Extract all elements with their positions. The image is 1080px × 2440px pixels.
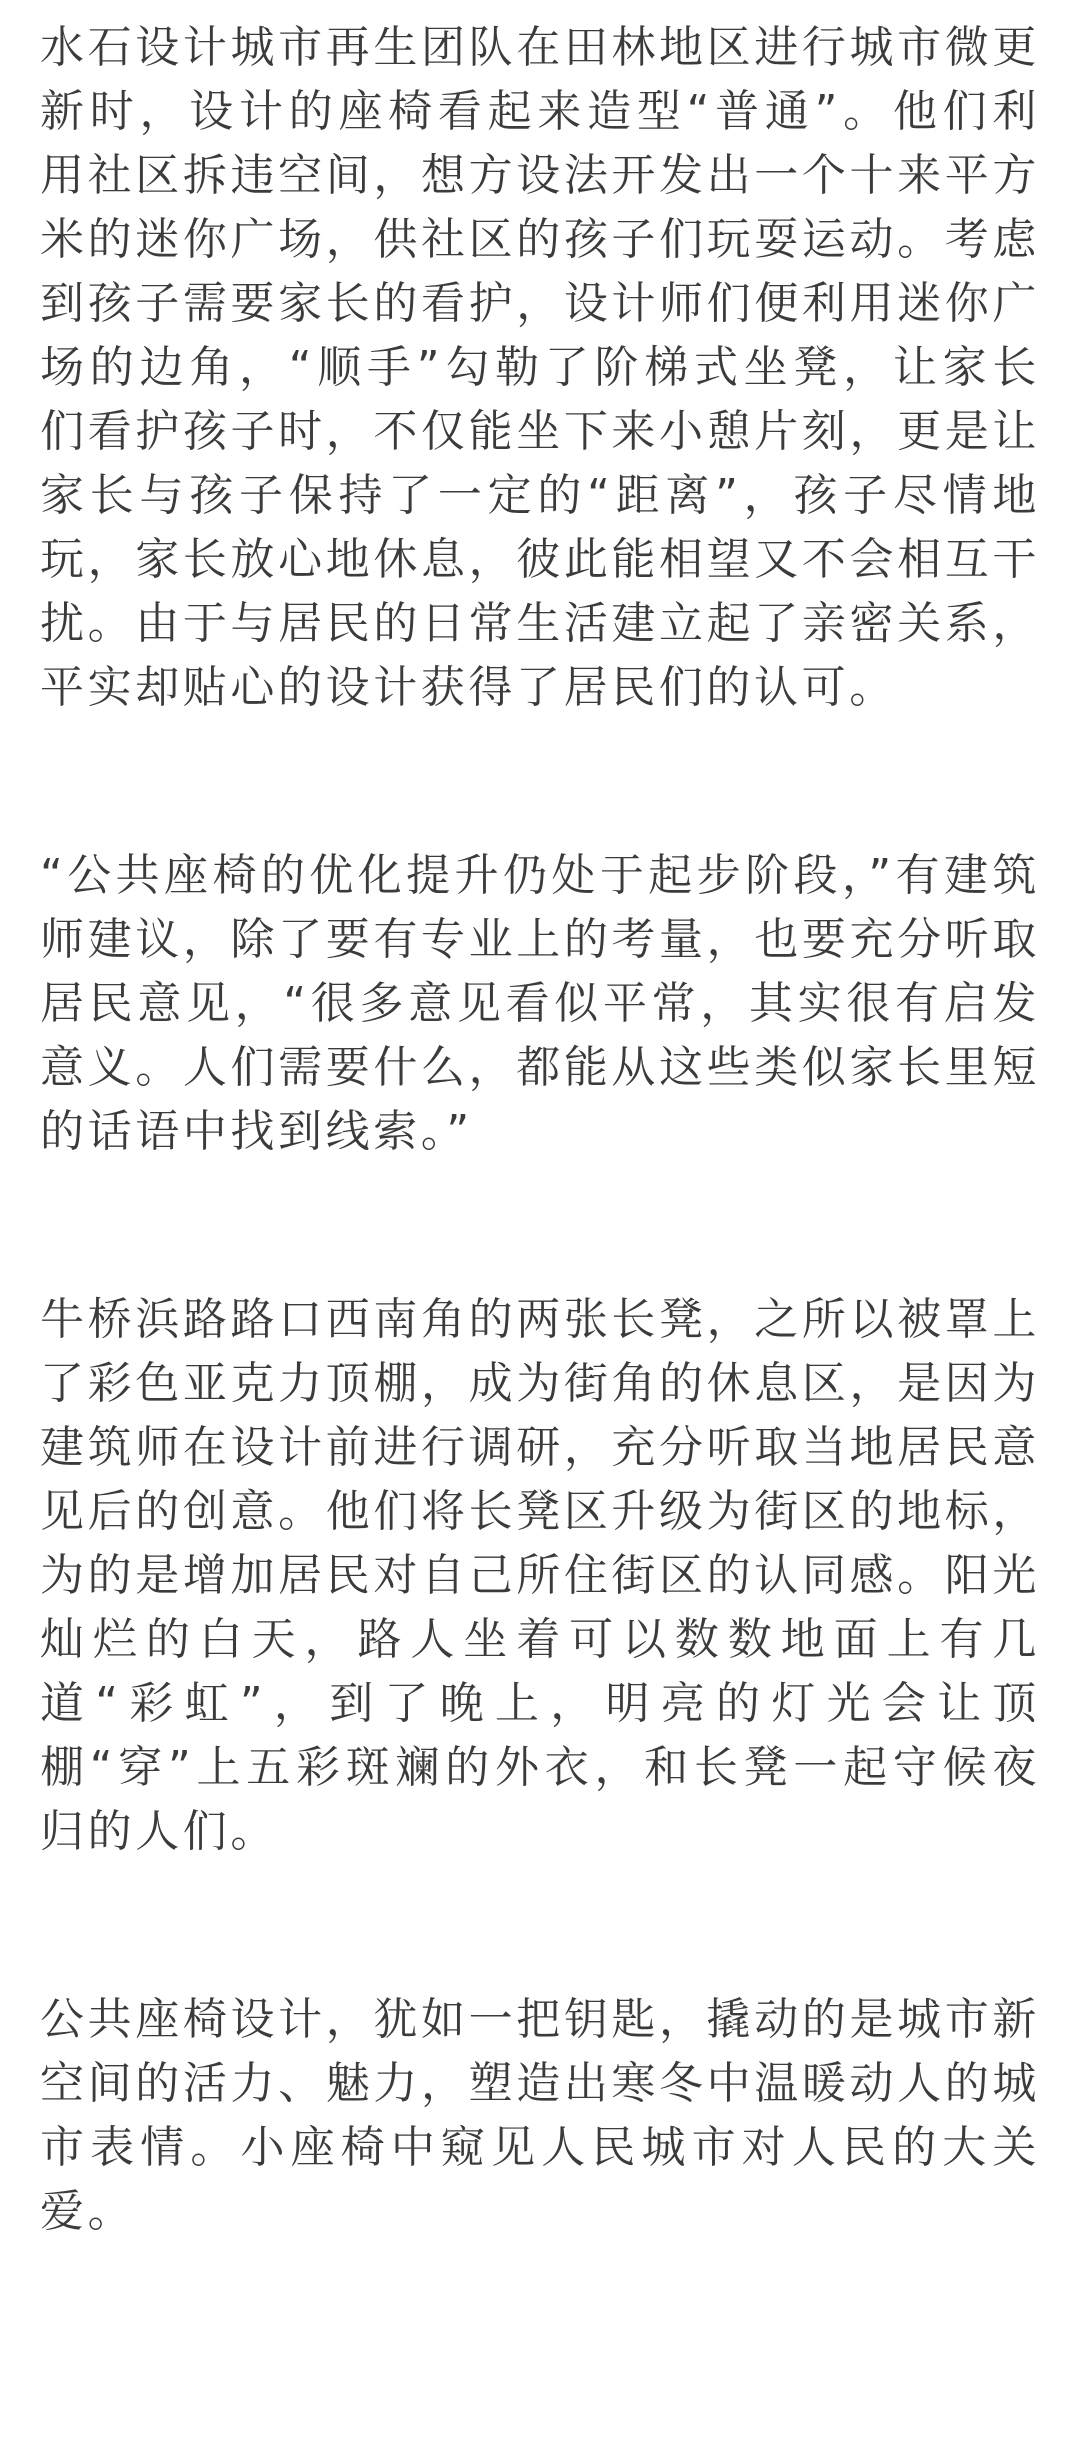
article-paragraph-1: 水石设计城市再生团队在田林地区进行城市微更新时，设计的座椅看起来造型“普通”。他们利用社区拆违空间，想方设法开发出一个十来平方米的迷你广场，供社区的孩子们玩耍运动。考虑到孩子需要家长的看护，设计师们便利用迷你广场的边角，“顺手”勾勒了阶梯式坐凳，让家长们看护孩子时，不仅能坐下来小憩片刻，更是让家长与孩子保持了一定的“距离”，孩子尽情地玩，家长放心地休息，彼此能相望又不会相互干扰。由于与居民的日常生活建立起了亲密关系，平实却贴心的设计获得了居民们的认可。	[40, 22, 1040, 713]
article-paragraph-4: 公共座椅设计，犹如一把钥匙，撬动的是城市新空间的活力、魅力，塑造出寒冬中温暖动人的城市表情。小座椅中窥见人民城市对人民的大关爱。	[40, 1994, 1040, 2237]
article-body	[40, 16, 1040, 2244]
article-paragraph-3: 牛桥浜路路口西南角的两张长凳，之所以被罩上了彩色亚克力顶棚，成为街角的休息区，是因为建筑师在设计前进行调研，充分听取当地居民意见后的创意。他们将长凳区升级为街区的地标，为的是增加居民对自己所住街区的认同感。阳光灿烂的白天，路人坐着可以数数地面上有几道“彩虹”，到了晚上，明亮的灯光会让顶棚“穿”上五彩斑斓的外衣，和长凳一起守候夜归的人们。	[40, 1294, 1040, 1857]
article-paragraph-2: “公共座椅的优化提升仍处于起步阶段，”有建筑师建议，除了要有专业上的考量，也要充分听取居民意见，“很多意见看似平常，其实很有启发意义。人们需要什么，都能从这些类似家长里短的话语中找到线索。”	[40, 850, 1040, 1157]
